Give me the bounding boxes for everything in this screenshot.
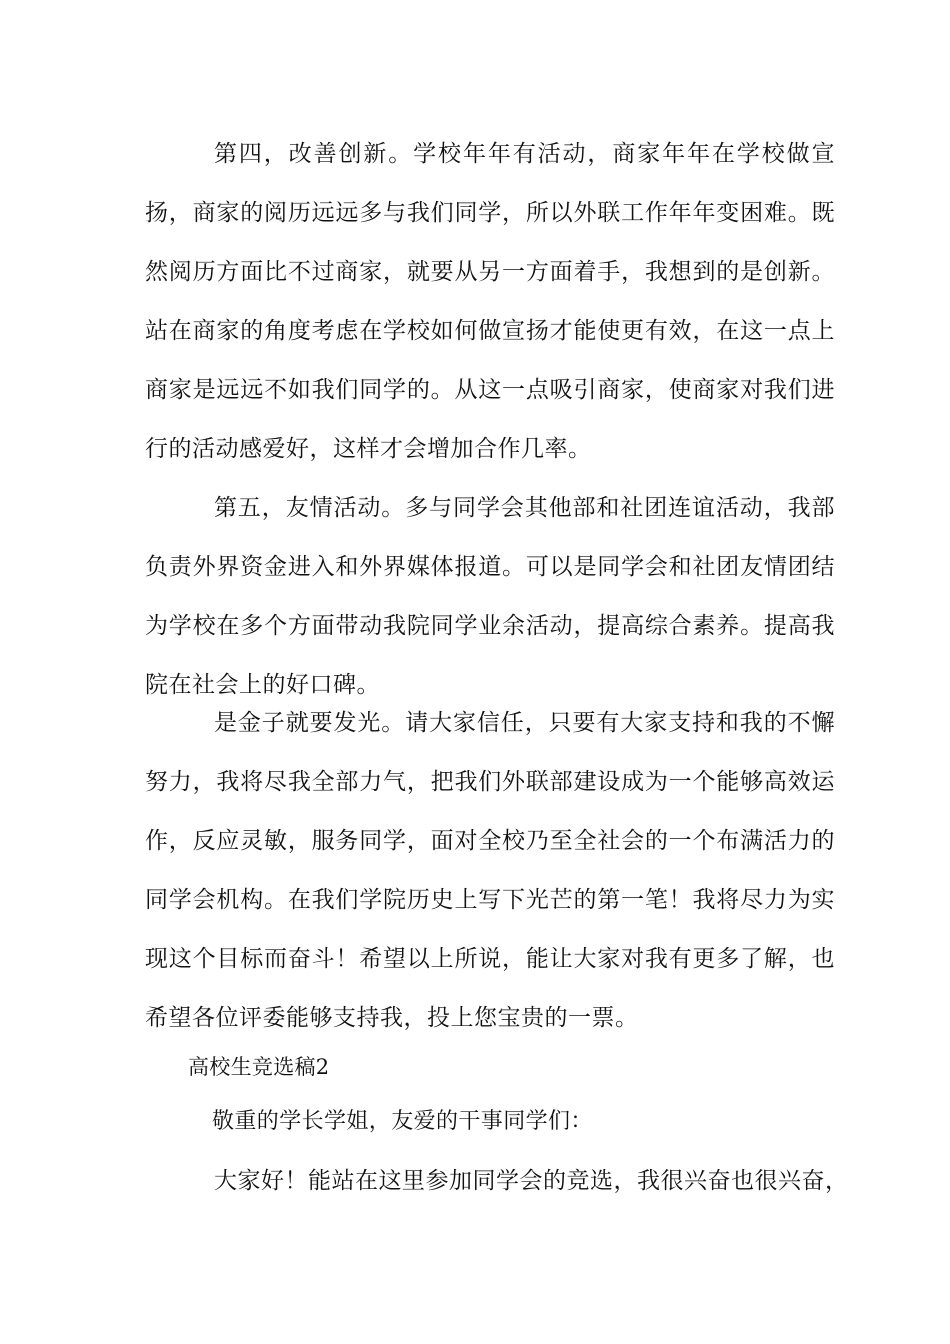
paragraph-closing-statement: 是金子就要发光。请大家信任，只要有大家支持和我的不懈努力，我将尽我全部力气，把我们外联部建设成为一个能够高效运作，反应灵敏，服务同学，面对全校乃至全社会的一个布满活力的同学会机构。在我们学院历史上写下光芒的第一笔！我将尽力为实现这个目标而奋斗！希望以上所说，能让大家对我有更多了解，也希望各位评委能够支持我，投上您宝贵的一票。 bbox=[145, 710, 835, 1031]
paragraph-friendship-activities: 第五，友情活动。多与同学会其他部和社团连谊活动，我部负责外界资金进入和外界媒体报道。可以是同学会和社团友情团结为学校在多个方面带动我院同学业余活动，提高综合素养。提高我院在社会上的好口碑。 bbox=[145, 495, 835, 698]
salutation: 敬重的学长学姐，友爱的干事同学们： bbox=[212, 1109, 593, 1134]
opening-line: 大家好！能站在这里参加同学会的竞选，我很兴奋也很兴奋， bbox=[214, 1168, 849, 1194]
section-title: 高校生竞选稿2 bbox=[188, 1055, 330, 1079]
paragraph-innovation: 第四，改善创新。学校年年有活动，商家年年在学校做宣扬，商家的阅历远远多与我们同学，所以外联工作年年变困难。既然阅历方面比不过商家，就要从另一方面着手，我想到的是创新。站在商家的角度考虑在学校如何做宣扬才能使更有效，在这一点上商家是远远不如我们同学的。从这一点吸引商家，使商家对我们进行的活动感爱好，这样才会增加合作几率。 bbox=[145, 141, 835, 462]
